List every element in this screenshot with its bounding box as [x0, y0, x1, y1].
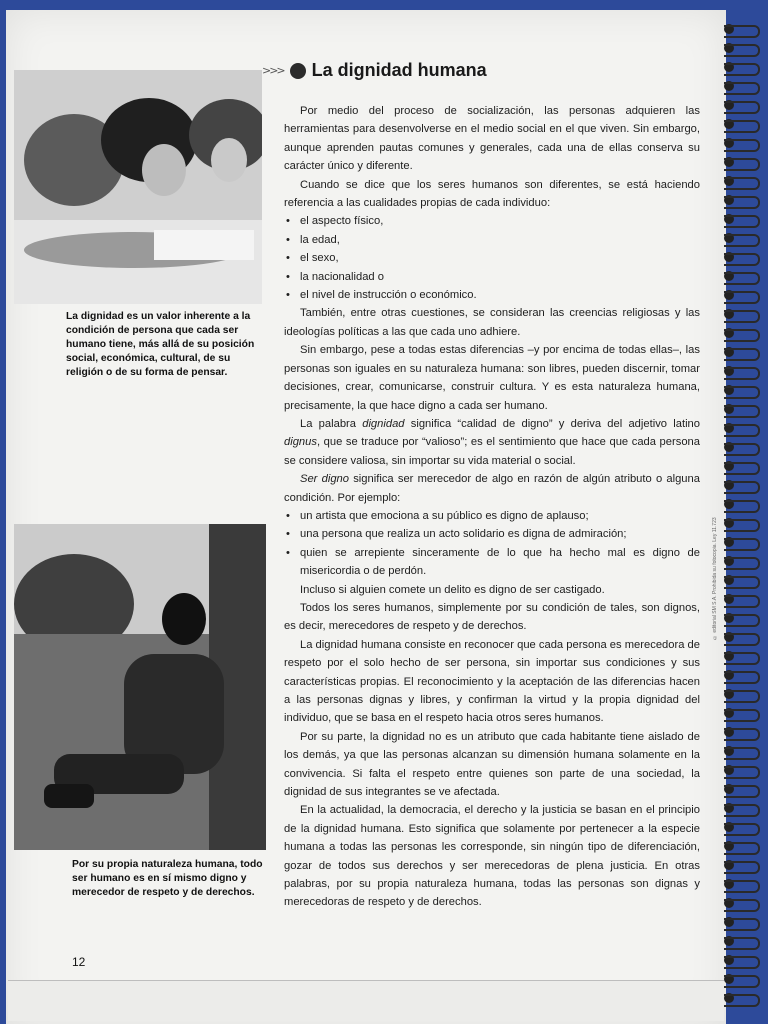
- spiral-ring: [724, 880, 760, 893]
- paragraph: La dignidad humana consiste en reconocer que cada persona es merecedora de respeto por el solo hecho de ser persona, sin importar sus condiciones y sus características propias. El reconocimiento y la aceptación de las diferencias hacen a las personas dignas y libres, y confirman la virtud y la propia dignidad del individuo, que se basa en el respeto hacia otros seres humanos.: [284, 638, 700, 725]
- spiral-ring: [724, 291, 760, 304]
- spiral-ring: [724, 82, 760, 95]
- spiral-ring: [724, 63, 760, 76]
- list-item: • el aspecto físico,: [284, 212, 700, 230]
- spiral-ring: [724, 538, 760, 551]
- paragraph: Por medio del proceso de socialización, las personas adquieren las herramientas para desenvolverse en el medio social en el que viven. Sin embargo, aunque aprenden pautas comunes y generales, cada una de ellas conserva su carácter único y diferente.: [284, 105, 700, 173]
- spiral-ring: [724, 310, 760, 323]
- spiral-ring: [724, 443, 760, 456]
- spiral-ring: [724, 842, 760, 855]
- spiral-ring: [724, 462, 760, 475]
- list-item: • el sexo,: [284, 249, 700, 267]
- spiral-ring: [724, 671, 760, 684]
- spiral-ring: [724, 139, 760, 152]
- spiral-ring: [724, 348, 760, 361]
- spiral-ring: [724, 329, 760, 342]
- spiral-ring: [724, 576, 760, 589]
- spiral-ring: [724, 709, 760, 722]
- woman-by-tree-photo: [14, 524, 266, 850]
- spiral-ring: [724, 253, 760, 266]
- students-photo: [14, 70, 262, 304]
- spiral-ring: [724, 44, 760, 57]
- spiral-ring: [724, 215, 760, 228]
- spiral-ring: [724, 956, 760, 969]
- paragraph: Ser digno significa ser merecedor de algo en razón de algún atributo o alguna condición. Por ejemplo:: [284, 473, 700, 504]
- spiral-ring: [724, 272, 760, 285]
- paragraph: Incluso si alguien comete un delito es digno de ser castigado.: [300, 583, 605, 596]
- spiral-ring: [724, 405, 760, 418]
- spiral-ring: [724, 823, 760, 836]
- spiral-ring: [724, 899, 760, 912]
- photo-caption-1: La dignidad es un valor inherente a la condición de persona que cada ser humano tiene, más allá de su posición social, económica, cultural, de su religión o de su forma de pensar.: [66, 311, 255, 378]
- paragraph: Cuando se dice que los seres humanos son diferentes, se está haciendo referencia a las cualidades propias de cada individuo:: [284, 178, 700, 210]
- spiral-ring: [724, 196, 760, 209]
- list-item: • quien se arrepiente sinceramente de lo que ha hecho mal es digno de misericordia o de perdón.: [284, 544, 700, 581]
- spiral-ring: [724, 424, 760, 437]
- spiral-ring: [724, 747, 760, 760]
- spiral-ring: [724, 690, 760, 703]
- spiral-ring: [724, 481, 760, 494]
- paragraph: La palabra dignidad significa “calidad de digno” y deriva del adjetivo latino dignus, que se traduce por “valioso”; es el sentimiento que hace que cada persona se considere valiosa, sin importar su vida material o social.: [284, 417, 700, 467]
- photo-caption-2: Por su propia naturaleza humana, todo ser humano es en sí mismo digno y merecedor de respeto y de derechos.: [72, 859, 263, 898]
- woman-illustration: [14, 524, 266, 850]
- spiral-ring: [724, 519, 760, 532]
- spiral-ring: [724, 367, 760, 380]
- spiral-ring: [724, 158, 760, 171]
- spiral-ring: [724, 804, 760, 817]
- list-item: • el nivel de instrucción o económico.: [284, 286, 700, 304]
- spiral-ring: [724, 595, 760, 608]
- spiral-binding: [718, 10, 768, 1024]
- spiral-ring: [724, 614, 760, 627]
- paragraph: Por su parte, la dignidad no es un atributo que cada habitante tiene aislado de los demás, ya que las personas alcanzan su dimensión humana solamente en la convivencia. Si falta el respeto entre quienes son parte de una sociedad, la dignidad de sus integrantes se ve afectada.: [284, 730, 700, 799]
- spiral-ring: [724, 937, 760, 950]
- spiral-ring: [724, 861, 760, 874]
- spiral-ring: [724, 633, 760, 646]
- article-body: [284, 102, 700, 912]
- differences-list: [284, 212, 700, 304]
- copyright-note: © editorial SM S.A. Prohibida su fotocopia. Ley 11.723: [712, 517, 718, 640]
- spiral-ring: [724, 177, 760, 190]
- list-item: • la nacionalidad o: [284, 268, 700, 286]
- spiral-ring: [724, 652, 760, 665]
- spiral-ring: [724, 234, 760, 247]
- spiral-ring: [724, 994, 760, 1007]
- spiral-ring: [724, 386, 760, 399]
- spiral-ring: [724, 728, 760, 741]
- paragraph: También, entre otras cuestiones, se consideran las creencias religiosas y las ideologías políticas a las que cada uno adhiere.: [284, 307, 700, 338]
- examples-list: [284, 507, 700, 581]
- paragraph: Sin embargo, pese a todas estas diferencias –y por encima de todas ellas–, las personas son iguales en su naturaleza humana: son libres, pueden discernir, tomar decisiones, crear, comunicarse, construir cultura. Y es esta naturaleza humana, precisamente, la que hace digno a cada ser humano.: [284, 344, 700, 412]
- list-item: • la edad,: [284, 231, 700, 249]
- spiral-ring: [724, 500, 760, 513]
- spiral-ring: [724, 120, 760, 133]
- spiral-ring: [724, 101, 760, 114]
- page-number: 12: [72, 955, 86, 969]
- spiral-ring: [724, 557, 760, 570]
- paragraph: Todos los seres humanos, simplemente por su condición de tales, son dignos, es decir, merecedores de respeto y de derechos.: [284, 601, 700, 633]
- spiral-ring: [724, 785, 760, 798]
- section-heading: [262, 60, 487, 81]
- students-illustration: [14, 70, 262, 304]
- spiral-ring: [724, 975, 760, 988]
- spiral-ring: [724, 918, 760, 931]
- paragraph: En la actualidad, la democracia, el derecho y la justicia se basan en el principio de la dignidad humana. Esto significa que solamente por pertenecer a la especie humana a todas las personas les corresponde, sin ningún tipo de diferenciación, gozar de todos sus derechos y ser merecedoras de plena justicia. En otras palabras, por su propia naturaleza humana, todas las personas son dignas y merecedoras de respeto y de derechos.: [284, 804, 700, 909]
- arrow-icon: >>>: [262, 64, 284, 77]
- spiral-ring: [724, 25, 760, 38]
- list-item: • un artista que emociona a su público es digno de aplauso;: [284, 507, 700, 525]
- page-title: La dignidad humana: [311, 60, 487, 80]
- next-page-edge: [8, 980, 724, 1021]
- spiral-ring: [724, 766, 760, 779]
- bullet-circle-icon: [290, 63, 306, 79]
- list-item: • una persona que realiza un acto solidario es digna de admiración;: [284, 525, 700, 543]
